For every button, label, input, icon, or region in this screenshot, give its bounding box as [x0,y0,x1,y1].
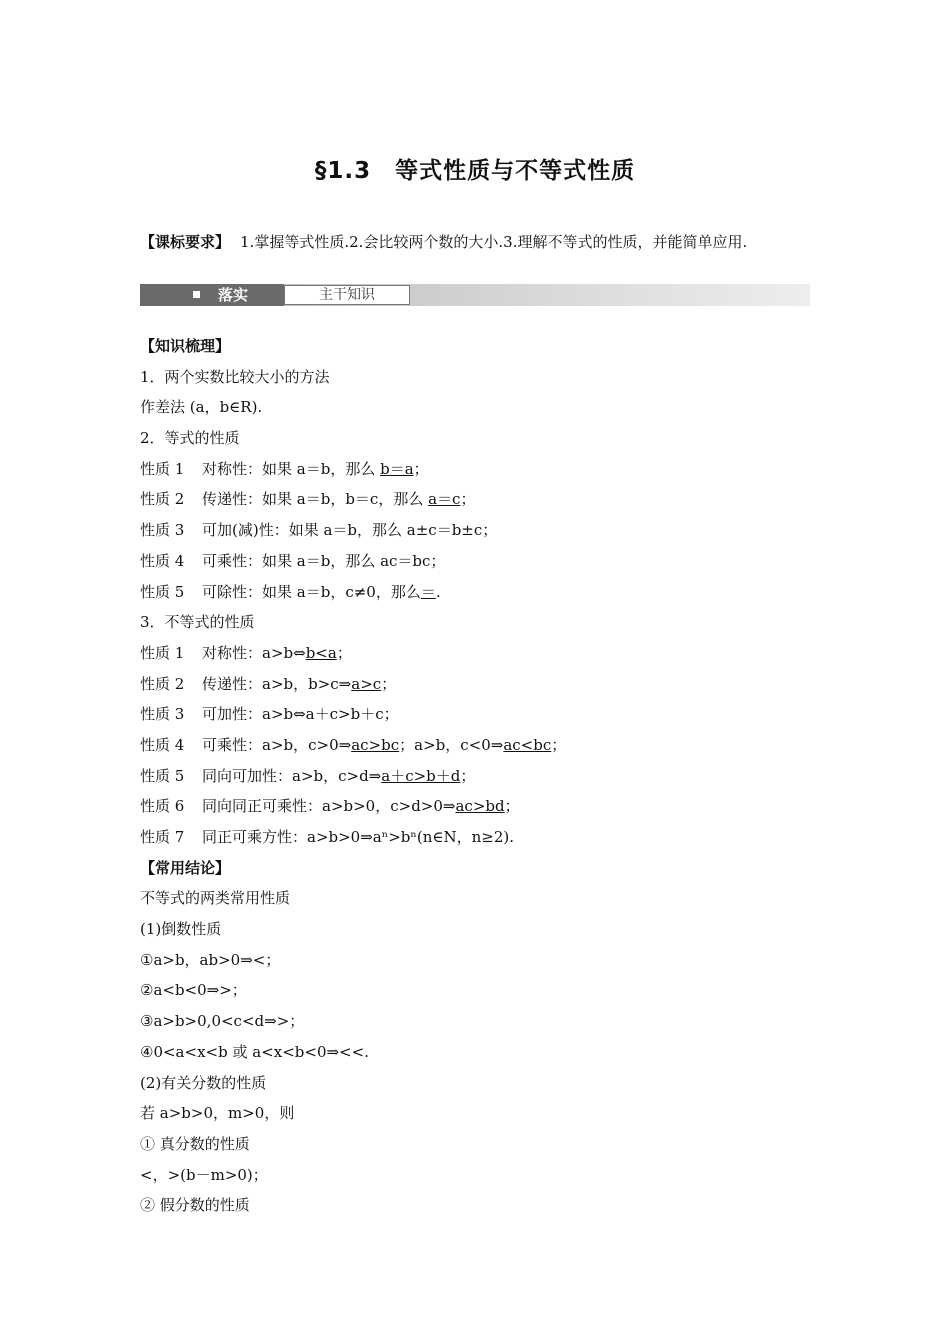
property-text: 同向同正可乘性：a>b>0，c>d>0⇒ [202,797,456,816]
property-name: 性质 2 [140,674,185,693]
property-text: ； [504,797,520,816]
text-line: ② 假分数的性质 [140,1196,250,1215]
answer-blank: a＝c [428,490,461,509]
answer-blank: ac>bc [351,735,400,754]
text-line: 1．两个实数比较大小的方法 [140,367,330,386]
property-name: 性质 5 [140,582,185,601]
text-line [140,484,820,515]
requirements-text: 1.掌握等式性质.2.会比较两个数的大小.3.理解不等式的性质，并能简单应用. [240,233,748,251]
text-line [140,699,820,730]
text-line [140,638,820,669]
text-line: (1)倒数性质 [140,920,222,939]
property-text: 可除性：如果 a＝b，c≠0，那么 [202,582,421,601]
property-text: ； [460,766,476,785]
text-line: ① 真分数的性质 [140,1134,250,1153]
text-line [140,546,820,577]
answer-blank: b＝a [380,459,414,478]
property-text: 传递性：a>b，b>c⇒ [202,674,352,693]
requirements-label: 【课标要求】 [140,233,231,251]
property-name: 性质 1 [140,459,185,478]
property-name: 性质 7 [140,828,185,846]
text-line [140,515,820,546]
property-name: 性质 1 [140,643,185,662]
answer-blank: ac>bd [455,797,505,816]
text-line: ②a<b<0⇒>； [140,981,247,1000]
property-text: 对称性：如果 a＝b，那么 [202,459,381,478]
property-text: ； [460,490,476,509]
text-line: ①a>b，ab>0⇒<； [140,950,281,969]
property-text: 同正可乘方性：a>b>0⇒aⁿ>bⁿ(n∈N，n≥2). [202,828,515,846]
property-text: ； [551,735,567,754]
property-name: 性质 4 [140,551,185,570]
text-line: ③a>b>0,0<c<d⇒>； [140,1012,305,1031]
section-heading: 【常用结论】 [140,858,231,877]
answer-blank: b<a [305,643,337,662]
text-line [140,454,820,485]
requirements [140,231,747,252]
text-line: 若 a>b>0，m>0，则 [140,1104,295,1123]
text-line: ④0<a<x<b 或 a<x<b<0⇒<<. [140,1042,369,1061]
square-bullet-icon [193,291,200,298]
property-name: 性质 3 [140,521,185,540]
answer-blank: ＝ [420,582,436,601]
property-name: 性质 5 [140,766,185,785]
property-text: . [435,582,441,601]
section-banner [140,284,810,306]
property-text: 对称性：a>b⇔ [202,643,306,662]
banner-box-label: 主干知识 [284,285,410,305]
text-line [140,791,820,822]
property-text: 传递性：如果 a＝b，b＝c，那么 [202,490,429,509]
property-text: 同向可加性：a>b，c>d⇒ [202,766,382,785]
property-text: 可加(减)性：如果 a＝b，那么 a±c＝b±c； [202,521,498,540]
text-line: 3．不等式的性质 [140,613,255,632]
property-text: 可加性：a>b⇔a＋c>b＋c； [202,705,399,724]
text-line [140,822,820,853]
banner-tag-label: 落实 [218,286,249,304]
property-text: ； [336,643,352,662]
text-line: 不等式的两类常用性质 [140,889,291,908]
banner-tag [140,284,284,306]
text-line [140,577,820,608]
answer-blank: ac<bc [503,735,552,754]
answer-blank: a＋c>b＋d [381,766,461,785]
property-text: 可乘性：如果 a＝b，那么 ac＝bc； [202,551,446,570]
text-line [140,730,820,761]
answer-blank: a>c [351,674,382,693]
property-text: 可乘性：a>b，c>0⇒ [202,735,352,754]
property-name: 性质 6 [140,797,185,816]
content-body [140,331,820,1221]
page-title: §1.3 等式性质与不等式性质 [314,158,636,184]
text-line: 2．等式的性质 [140,429,240,448]
text-line: <，>(b－m>0)； [140,1165,268,1184]
property-text: ； [381,674,397,693]
text-line [140,761,820,792]
property-text: ； [413,459,429,478]
property-name: 性质 4 [140,735,185,754]
text-line [140,669,820,700]
section-heading: 【知识梳理】 [140,337,231,355]
text-line: 作差法 (a，b∈R). [140,398,263,417]
text-line: (2)有关分数的性质 [140,1073,267,1092]
property-name: 性质 3 [140,705,185,724]
property-name: 性质 2 [140,490,185,509]
property-text: ；a>b，c<0⇒ [399,735,504,754]
